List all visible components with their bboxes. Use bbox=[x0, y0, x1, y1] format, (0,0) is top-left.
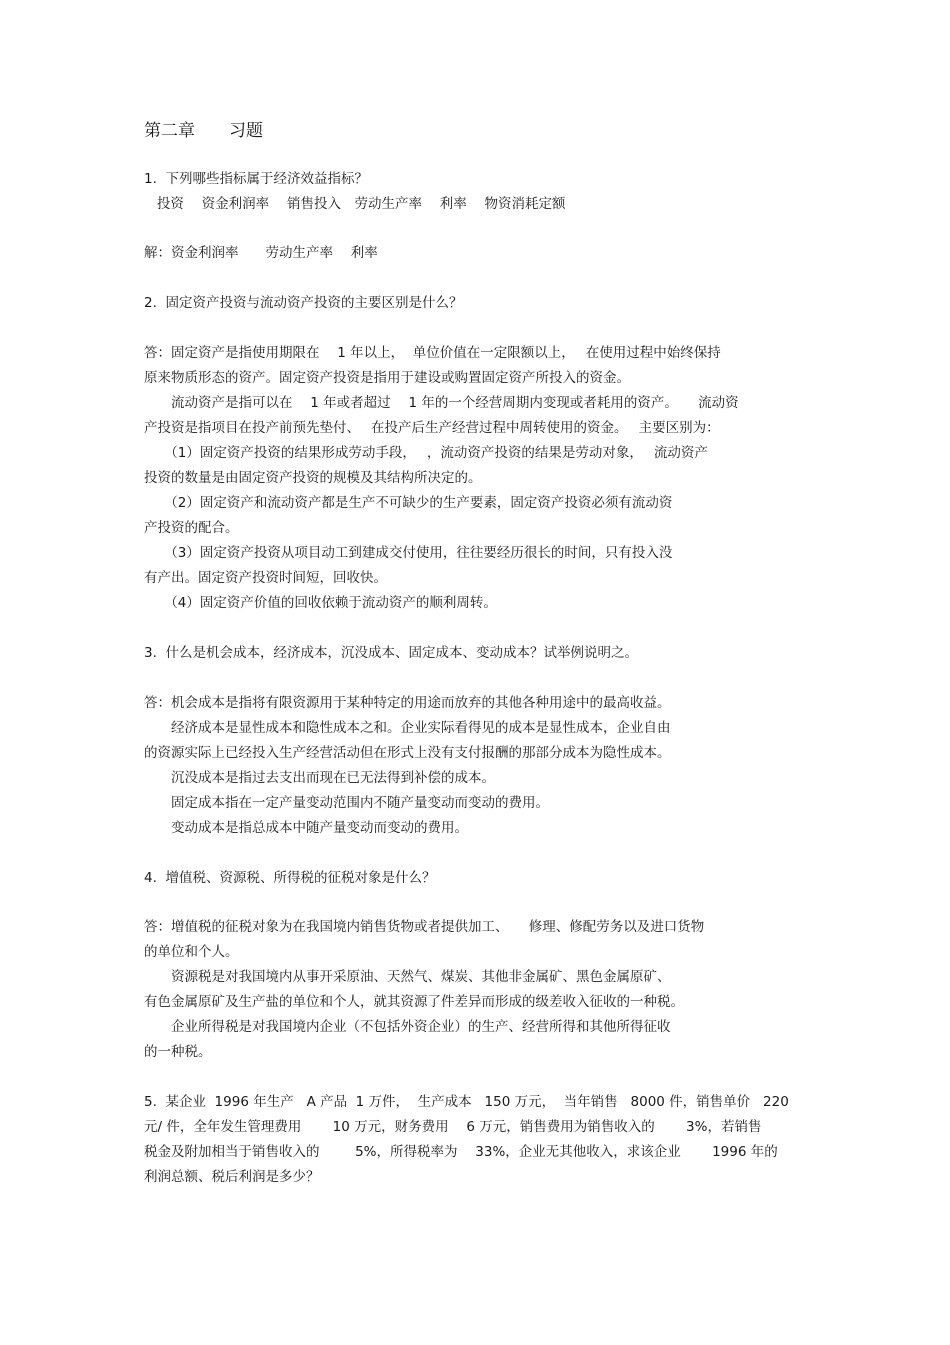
answer-2-line: 流动资产是指可以在 1 年或者超过 1 年的一个经营周期内变现或者耗用的资产。 流动资 bbox=[144, 395, 739, 411]
answer-4-line: 答：增值税的征税对象为在我国境内销售货物或者提供加工、 修理、修配劳务以及进口货物 bbox=[144, 919, 705, 935]
answer-4-line: 的一种税。 bbox=[144, 1044, 212, 1060]
answer-3-line: 沉没成本是指过去支出而现在已无法得到补偿的成本。 bbox=[144, 770, 495, 786]
answer-2-line: （1）固定资产投资的结果形成劳动手段， ，流动资产投资的结果是劳动对象， 流动资产 bbox=[144, 445, 708, 461]
answer-3-line: 经济成本是显性成本和隐性成本之和。企业实际看得见的成本是显性成本，企业自由 bbox=[144, 720, 671, 736]
answer-2-line: 答：固定资产是指使用期限在 1 年以上， 单位价值在一定限额以上， 在使用过程中始终保持 bbox=[144, 345, 721, 361]
question-1: 1. 下列哪些指标属于经济效益指标？ bbox=[144, 171, 368, 187]
question-4: 4. 增值税、资源税、所得税的征税对象是什么？ bbox=[144, 870, 436, 886]
question-1-options: 投资 资金利润率 销售投入 劳动生产率 利率 物资消耗定额 bbox=[144, 196, 566, 212]
question-5-line: 元/ 件，全年发生管理费用 10 万元，财务费用 6 万元，销售费用为销售收入的 3%，若销售 bbox=[144, 1119, 762, 1135]
answer-2-line: （3）固定资产投资从项目动工到建成交付使用，往往要经历很长的时间，只有投入没 bbox=[144, 545, 673, 561]
question-5-line: 利润总额、税后利润是多少？ bbox=[144, 1169, 320, 1185]
answer-2-line: 原来物质形态的资产。固定资产投资是指用于建设或购置固定资产所投入的资金。 bbox=[144, 370, 630, 386]
answer-4-line: 的单位和个人。 bbox=[144, 944, 239, 960]
answer-4-line: 有色金属原矿及生产盐的单位和个人，就其资源了件差异而形成的级差收入征收的一种税。 bbox=[144, 994, 684, 1010]
question-3: 3. 什么是机会成本，经济成本，沉没成本、固定成本、变动成本？试举例说明之。 bbox=[144, 645, 638, 661]
answer-4-line: 企业所得税是对我国境内企业（不包括外资企业）的生产、经营所得和其他所得征收 bbox=[144, 1019, 671, 1035]
answer-3-line: 的资源实际上已经投入生产经营活动但在形式上没有支付报酬的那部分成本为隐性成本。 bbox=[144, 745, 671, 761]
answer-2-line: 有产出。固定资产投资时间短，回收快。 bbox=[144, 570, 387, 586]
answer-2-line: 产投资的配合。 bbox=[144, 520, 239, 536]
answer-1: 解：资金利润率 劳动生产率 利率 bbox=[144, 245, 378, 261]
question-5-line: 税金及附加相当于销售收入的 5%，所得税率为 33%，企业无其他收入，求该企业 1996 年的 bbox=[144, 1144, 778, 1160]
answer-2-line: （4）固定资产价值的回收依赖于流动资产的顺利周转。 bbox=[144, 595, 497, 611]
answer-4-line: 资源税是对我国境内从事开采原油、天然气、煤炭、其他非金属矿、黑色金属原矿、 bbox=[144, 969, 671, 985]
answer-2-line: 产投资是指项目在投产前预先垫付、 在投产后生产经营过程中周转使用的资金。 主要区别为： bbox=[144, 420, 720, 436]
question-5-line: 5. 某企业 1996 年生产 A 产品 1 万件， 生产成本 150 万元， 当年销售 8000 件，销售单价 220 bbox=[144, 1094, 789, 1110]
answer-3-line: 答：机会成本是指将有限资源用于某种特定的用途而放弃的其他各种用途中的最高收益。 bbox=[144, 695, 671, 711]
answer-2-line: 投资的数量是由固定资产投资的规模及其结构所决定的。 bbox=[144, 470, 482, 486]
answer-3-line: 变动成本是指总成本中随产量变动而变动的费用。 bbox=[144, 820, 468, 836]
answer-2-line: （2）固定资产和流动资产都是生产不可缺少的生产要素，固定资产投资必须有流动资 bbox=[144, 495, 673, 511]
question-2: 2. 固定资产投资与流动资产投资的主要区别是什么？ bbox=[144, 295, 463, 311]
chapter-title: 第二章 习题 bbox=[144, 121, 263, 141]
answer-3-line: 固定成本指在一定产量变动范围内不随产量变动而变动的费用。 bbox=[144, 795, 549, 811]
